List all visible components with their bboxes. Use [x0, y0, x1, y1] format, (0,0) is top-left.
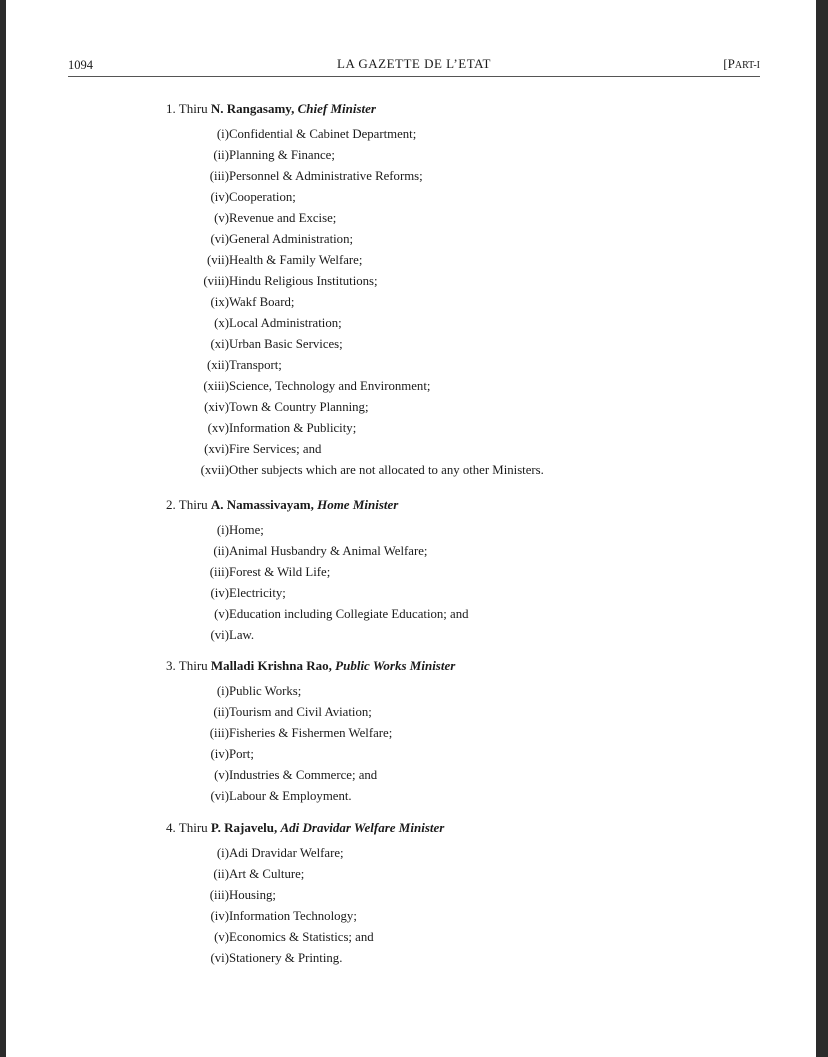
subject-item [166, 909, 726, 929]
subject-item [166, 337, 726, 357]
subject-text: Health & Family Welfare; [229, 253, 363, 267]
subject-text: Education including Collegiate Education; and [229, 607, 469, 621]
subject-item [166, 607, 726, 627]
minister-name: A. Namassivayam, [210, 497, 314, 512]
subject-text: Fire Services; and [229, 442, 322, 456]
subject-numeral: (xiii) [203, 379, 229, 393]
minister-number: 4. [166, 820, 176, 835]
minister-number: 3. [166, 658, 176, 673]
page-header [68, 54, 760, 77]
minister-heading [166, 820, 444, 836]
subject-numeral: (v) [214, 607, 229, 621]
subject-item [166, 544, 726, 564]
minister-role: Public Works Minister [335, 658, 456, 673]
subject-numeral: (iv) [210, 190, 229, 204]
subject-text: Revenue and Excise; [229, 211, 337, 225]
subject-item [166, 253, 726, 273]
subject-numeral: (i) [216, 127, 229, 141]
subject-item [166, 127, 726, 147]
subject-numeral: (i) [216, 846, 229, 860]
subject-text: Industries & Commerce; and [229, 768, 378, 782]
subject-numeral: (viii) [203, 274, 229, 288]
minister-prefix: Thiru [178, 820, 208, 835]
subject-numeral: (i) [216, 523, 229, 537]
subject-item [166, 421, 726, 441]
subject-numeral: (xv) [207, 421, 229, 435]
subject-numeral: (vi) [210, 232, 229, 246]
subject-item [166, 316, 726, 336]
minister-prefix: Thiru [178, 101, 208, 116]
minister-role: Chief Minister [297, 101, 376, 116]
minister-name: N. Rangasamy, [210, 101, 295, 116]
subject-item [166, 565, 726, 585]
subject-text: Information Technology; [229, 909, 357, 923]
subject-item [166, 888, 726, 908]
subject-item [166, 463, 726, 483]
minister-number: 1. [166, 101, 176, 116]
subject-numeral: (xiv) [204, 400, 229, 414]
subject-item [166, 523, 726, 543]
subject-item [166, 148, 726, 168]
subject-item [166, 846, 726, 866]
subject-numeral: (xvii) [200, 463, 229, 477]
subject-text: Tourism and Civil Aviation; [229, 705, 372, 719]
subject-numeral: (iii) [209, 565, 229, 579]
subject-text: Animal Husbandry & Animal Welfare; [229, 544, 428, 558]
subject-text: Planning & Finance; [229, 148, 335, 162]
minister-prefix: Thiru [178, 658, 208, 673]
subject-item [166, 867, 726, 887]
subject-numeral: (iv) [210, 747, 229, 761]
subject-item [166, 768, 726, 788]
subject-item [166, 274, 726, 294]
subject-numeral: (vi) [210, 951, 229, 965]
subject-item [166, 747, 726, 767]
subject-numeral: (vi) [210, 789, 229, 803]
subject-item [166, 726, 726, 746]
subject-item [166, 628, 726, 648]
subject-text: Science, Technology and Environment; [229, 379, 431, 393]
subject-numeral: (v) [214, 768, 229, 782]
subject-text: Forest & Wild Life; [229, 565, 331, 579]
subject-item [166, 400, 726, 420]
subject-item [166, 684, 726, 704]
minister-role: Adi Dravidar Welfare Minister [280, 820, 445, 835]
subject-item [166, 586, 726, 606]
subject-item [166, 295, 726, 315]
minister-number: 2. [166, 497, 176, 512]
subject-text: General Administration; [229, 232, 354, 246]
subject-item [166, 190, 726, 210]
subject-text: Labour & Employment. [229, 789, 352, 803]
subject-text: Urban Basic Services; [229, 337, 343, 351]
subject-numeral: (x) [214, 316, 229, 330]
part-label: [PART-I [723, 56, 760, 71]
page-number: 1094 [68, 58, 93, 72]
minister-heading [166, 497, 398, 513]
subject-numeral: (vi) [210, 628, 229, 642]
subject-item [166, 379, 726, 399]
subject-text: Information & Publicity; [229, 421, 357, 435]
minister-prefix: Thiru [178, 497, 208, 512]
subject-text: Art & Culture; [229, 867, 305, 881]
subject-numeral: (xii) [206, 358, 229, 372]
subject-text: Cooperation; [229, 190, 296, 204]
subject-numeral: (iii) [209, 726, 229, 740]
subject-numeral: (iii) [209, 169, 229, 183]
subject-text: Wakf Board; [229, 295, 295, 309]
subject-numeral: (ii) [213, 148, 229, 162]
minister-heading [166, 658, 455, 674]
subject-text: Port; [229, 747, 254, 761]
subject-item [166, 930, 726, 950]
subject-text: Local Administration; [229, 316, 342, 330]
subject-text: Public Works; [229, 684, 302, 698]
subject-numeral: (xvi) [204, 442, 229, 456]
subject-numeral: (ix) [210, 295, 229, 309]
subject-item [166, 211, 726, 231]
subject-item [166, 169, 726, 189]
subject-numeral: (ii) [213, 867, 229, 881]
subject-item [166, 358, 726, 378]
minister-role: Home Minister [317, 497, 399, 512]
subject-text: Fisheries & Fishermen Welfare; [229, 726, 393, 740]
subject-item [166, 232, 726, 252]
gazette-title: LA GAZETTE DE L’ETAT [337, 56, 491, 71]
subject-numeral: (ii) [213, 705, 229, 719]
subject-text: Personnel & Administrative Reforms; [229, 169, 423, 183]
subject-numeral: (iv) [210, 586, 229, 600]
subject-text: Stationery & Printing. [229, 951, 343, 965]
subject-text: Economics & Statistics; and [229, 930, 374, 944]
subject-text: Town & Country Planning; [229, 400, 369, 414]
minister-heading [166, 101, 376, 117]
subject-numeral: (v) [214, 930, 229, 944]
subject-text: Confidential & Cabinet Department; [229, 127, 417, 141]
subject-item [166, 951, 726, 971]
subject-text: Transport; [229, 358, 282, 372]
subject-numeral: (iv) [210, 909, 229, 923]
subject-item [166, 705, 726, 725]
subject-numeral: (iii) [209, 888, 229, 902]
subject-text: Law. [229, 628, 255, 642]
subject-numeral: (xi) [210, 337, 229, 351]
subject-item [166, 442, 726, 462]
subject-text: Housing; [229, 888, 276, 902]
subject-numeral: (v) [214, 211, 229, 225]
subject-text: Electricity; [229, 586, 286, 600]
subject-text: Other subjects which are not allocated to any other Ministers. [229, 463, 544, 477]
subject-numeral: (i) [216, 684, 229, 698]
minister-name: Malladi Krishna Rao, [210, 658, 332, 673]
subject-text: Adi Dravidar Welfare; [229, 846, 344, 860]
minister-name: P. Rajavelu, [210, 820, 278, 835]
gazette-page [6, 0, 816, 1057]
subject-numeral: (vii) [206, 253, 229, 267]
subject-numeral: (ii) [213, 544, 229, 558]
subject-text: Hindu Religious Institutions; [229, 274, 378, 288]
subject-item [166, 789, 726, 809]
subject-text: Home; [229, 523, 264, 537]
